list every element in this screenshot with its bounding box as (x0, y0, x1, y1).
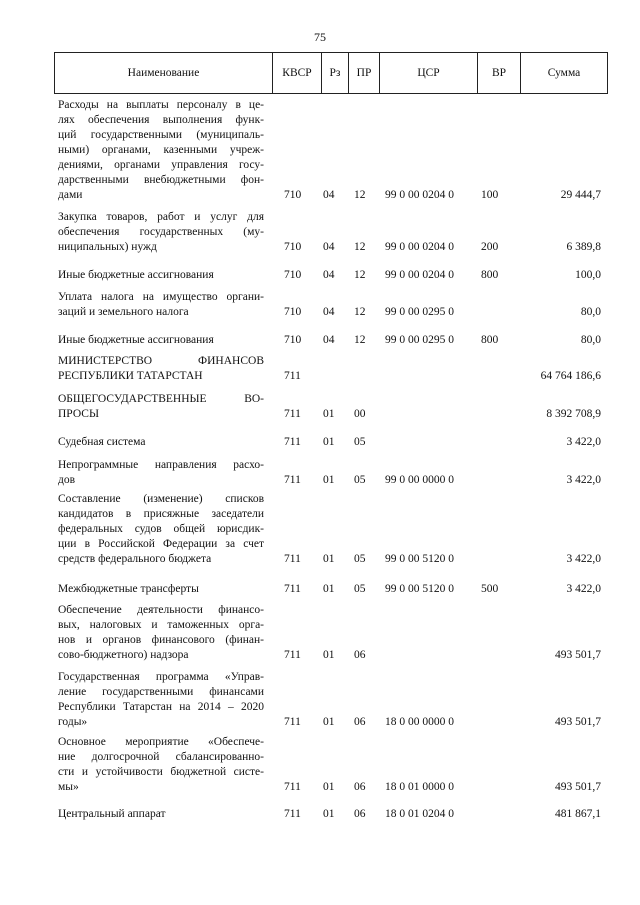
cell-csr: 18 0 00 0000 0 (385, 716, 454, 728)
cell-sum: 493 501,7 (555, 716, 601, 728)
row-name-line: дарственными внебюджетными фон- (58, 174, 264, 186)
row-name-line: ниципальных) нужд (58, 241, 157, 253)
row-name-line: ление государственными финансами (58, 686, 264, 698)
row-name-line: Уплата налога на имущество органи- (58, 291, 264, 303)
table-row (0, 670, 640, 730)
cell-csr: 99 0 00 5120 0 (385, 583, 454, 595)
row-name (58, 290, 264, 320)
cell-rz: 01 (323, 553, 335, 565)
cell-csr: 99 0 00 0204 0 (385, 241, 454, 253)
cell-rz: 04 (323, 269, 335, 281)
row-name-line: Составление (изменение) списков (58, 493, 264, 505)
table-header (54, 52, 608, 94)
row-name (58, 98, 264, 203)
row-name-line: ций государственными (муниципаль- (58, 129, 264, 141)
row-name (58, 807, 264, 822)
row-name (58, 333, 264, 348)
cell-csr: 99 0 00 0000 0 (385, 474, 454, 486)
cell-rz: 04 (323, 189, 335, 201)
cell-sum: 8 392 708,9 (546, 408, 601, 420)
cell-kvsr: 711 (284, 474, 301, 486)
cell-pr: 12 (354, 241, 366, 253)
row-name-line: ными) органами, казенными учреж- (58, 144, 264, 156)
row-name-line: дениями, органами управления госу- (58, 159, 264, 171)
table-row (0, 582, 640, 597)
row-name-line: ние долгосрочной сбалансированно- (58, 751, 264, 763)
cell-csr: 99 0 00 0204 0 (385, 189, 454, 201)
row-name-line: РЕСПУБЛИКИ ТАТАРСТАН (58, 370, 203, 382)
cell-pr: 06 (354, 781, 366, 793)
cell-rz: 01 (323, 649, 335, 661)
cell-vr: 200 (481, 241, 499, 253)
cell-kvsr: 711 (284, 808, 301, 820)
row-name (58, 492, 264, 567)
row-name-line: дов (58, 474, 76, 486)
row-name (58, 735, 264, 795)
cell-kvsr: 711 (284, 583, 301, 595)
row-name (58, 458, 264, 488)
row-name (58, 354, 264, 384)
row-name-line: обеспечения государственных (му- (58, 226, 264, 238)
cell-csr: 99 0 00 0295 0 (385, 334, 454, 346)
row-name-line: сово-бюджетного) надзора (58, 649, 189, 661)
cell-kvsr: 710 (284, 306, 302, 318)
row-name-line: Непрограммные направления расхо- (58, 459, 264, 471)
row-name-line: кандидатов в присяжные заседатели (58, 508, 264, 520)
row-name (58, 210, 264, 255)
header-name: Наименование (55, 53, 273, 93)
row-name-line: Межбюджетные трансферты (58, 583, 199, 595)
cell-kvsr: 711 (284, 716, 301, 728)
row-name-line: Расходы на выплаты персоналу в це- (58, 99, 264, 111)
cell-csr: 99 0 00 5120 0 (385, 553, 454, 565)
header-rz: Рз (322, 53, 349, 93)
row-name-line: дами (58, 189, 83, 201)
cell-csr: 99 0 00 0295 0 (385, 306, 454, 318)
cell-kvsr: 711 (284, 649, 301, 661)
cell-pr: 05 (354, 436, 366, 448)
cell-kvsr: 710 (284, 189, 302, 201)
cell-rz: 01 (323, 716, 335, 728)
row-name (58, 582, 264, 597)
table-row (0, 268, 640, 283)
cell-sum: 493 501,7 (555, 781, 601, 793)
row-name (58, 392, 264, 422)
cell-sum: 100,0 (575, 269, 601, 281)
table-row (0, 807, 640, 822)
cell-pr: 12 (354, 306, 366, 318)
cell-rz: 01 (323, 436, 335, 448)
cell-sum: 493 501,7 (555, 649, 601, 661)
row-name-line: средств федерального бюджета (58, 553, 212, 565)
cell-kvsr: 711 (284, 781, 301, 793)
table-row (0, 98, 640, 203)
row-name-line: МИНИСТЕРСТВО ФИНАНСОВ (58, 355, 264, 367)
table-row (0, 210, 640, 255)
row-name-line: Обеспечение деятельности финансо- (58, 604, 264, 616)
table-row (0, 492, 640, 567)
cell-rz: 01 (323, 808, 335, 820)
cell-rz: 04 (323, 306, 335, 318)
cell-kvsr: 710 (284, 269, 302, 281)
cell-rz: 01 (323, 781, 335, 793)
table-row (0, 458, 640, 488)
cell-rz: 04 (323, 334, 335, 346)
cell-vr: 800 (481, 334, 499, 346)
cell-sum: 64 764 186,6 (540, 370, 601, 382)
cell-kvsr: 711 (284, 436, 301, 448)
table-row (0, 290, 640, 320)
cell-rz: 04 (323, 241, 335, 253)
cell-sum: 3 422,0 (566, 553, 601, 565)
cell-sum: 80,0 (580, 306, 601, 318)
row-name-line: Центральный аппарат (58, 808, 166, 820)
row-name-line: ции в Российской Федерации за счет (58, 538, 264, 550)
cell-pr: 12 (354, 334, 366, 346)
row-name-line: Республики Татарстан на 2014 – 2020 (58, 701, 264, 713)
cell-sum: 80,0 (580, 334, 601, 346)
cell-pr: 00 (354, 408, 366, 420)
row-name-line: Закупка товаров, работ и услуг для (58, 211, 264, 223)
row-name-line: нов и органов финансового (финан- (58, 634, 264, 646)
cell-csr: 18 0 01 0204 0 (385, 808, 454, 820)
cell-kvsr: 711 (284, 370, 301, 382)
header-kvsr: КВСР (273, 53, 322, 93)
cell-pr: 06 (354, 716, 366, 728)
row-name (58, 435, 264, 450)
cell-sum: 3 422,0 (566, 474, 601, 486)
table-row (0, 392, 640, 422)
header-vr: ВР (478, 53, 521, 93)
row-name-line: вых, налоговых и таможенных орга- (58, 619, 264, 631)
header-sum: Сумма (547, 67, 581, 79)
row-name-line: Основное мероприятие «Обеспече- (58, 736, 264, 748)
row-name (58, 670, 264, 730)
table-row (0, 735, 640, 795)
cell-kvsr: 710 (284, 334, 302, 346)
row-name-line: годы» (58, 716, 88, 728)
cell-vr: 100 (481, 189, 499, 201)
cell-kvsr: 711 (284, 408, 301, 420)
row-name-line: ПРОСЫ (58, 408, 99, 420)
table-row (0, 333, 640, 348)
row-name-line: мы» (58, 781, 79, 793)
cell-sum: 6 389,8 (566, 241, 601, 253)
table-row (0, 435, 640, 450)
cell-csr: 99 0 00 0204 0 (385, 269, 454, 281)
table-row (0, 603, 640, 663)
cell-pr: 05 (354, 553, 366, 565)
row-name (58, 268, 264, 283)
row-name-line: ОБЩЕГОСУДАРСТВЕННЫЕ ВО- (58, 393, 264, 405)
cell-sum: 29 444,7 (560, 189, 601, 201)
cell-pr: 06 (354, 808, 366, 820)
cell-sum: 481 867,1 (555, 808, 601, 820)
row-name-line: Иные бюджетные ассигнования (58, 269, 214, 281)
cell-sum: 3 422,0 (566, 436, 601, 448)
page-number: 75 (314, 30, 326, 44)
table-row (0, 354, 640, 384)
row-name-line: сти и устойчивости бюджетной систе- (58, 766, 264, 778)
row-name-line: Иные бюджетные ассигнования (58, 334, 214, 346)
cell-pr: 05 (354, 474, 366, 486)
row-name-line: заций и земельного налога (58, 306, 189, 318)
cell-pr: 12 (354, 269, 366, 281)
cell-rz: 01 (323, 408, 335, 420)
cell-pr: 12 (354, 189, 366, 201)
cell-vr: 500 (481, 583, 499, 595)
header-pr: ПР (349, 53, 380, 93)
cell-pr: 05 (354, 583, 366, 595)
cell-csr: 18 0 01 0000 0 (385, 781, 454, 793)
row-name-line: Судебная система (58, 436, 146, 448)
cell-vr: 800 (481, 269, 499, 281)
cell-kvsr: 710 (284, 241, 302, 253)
row-name-line: Государственная программа «Управ- (58, 671, 264, 683)
cell-rz: 01 (323, 583, 335, 595)
cell-rz: 01 (323, 474, 335, 486)
row-name (58, 603, 264, 663)
row-name-line: федеральных судов общей юрисдик- (58, 523, 264, 535)
cell-pr: 06 (354, 649, 366, 661)
header-csr: ЦСР (380, 53, 478, 93)
cell-kvsr: 711 (284, 553, 301, 565)
row-name-line: лях обеспечения выполнения функ- (58, 114, 264, 126)
cell-sum: 3 422,0 (566, 583, 601, 595)
